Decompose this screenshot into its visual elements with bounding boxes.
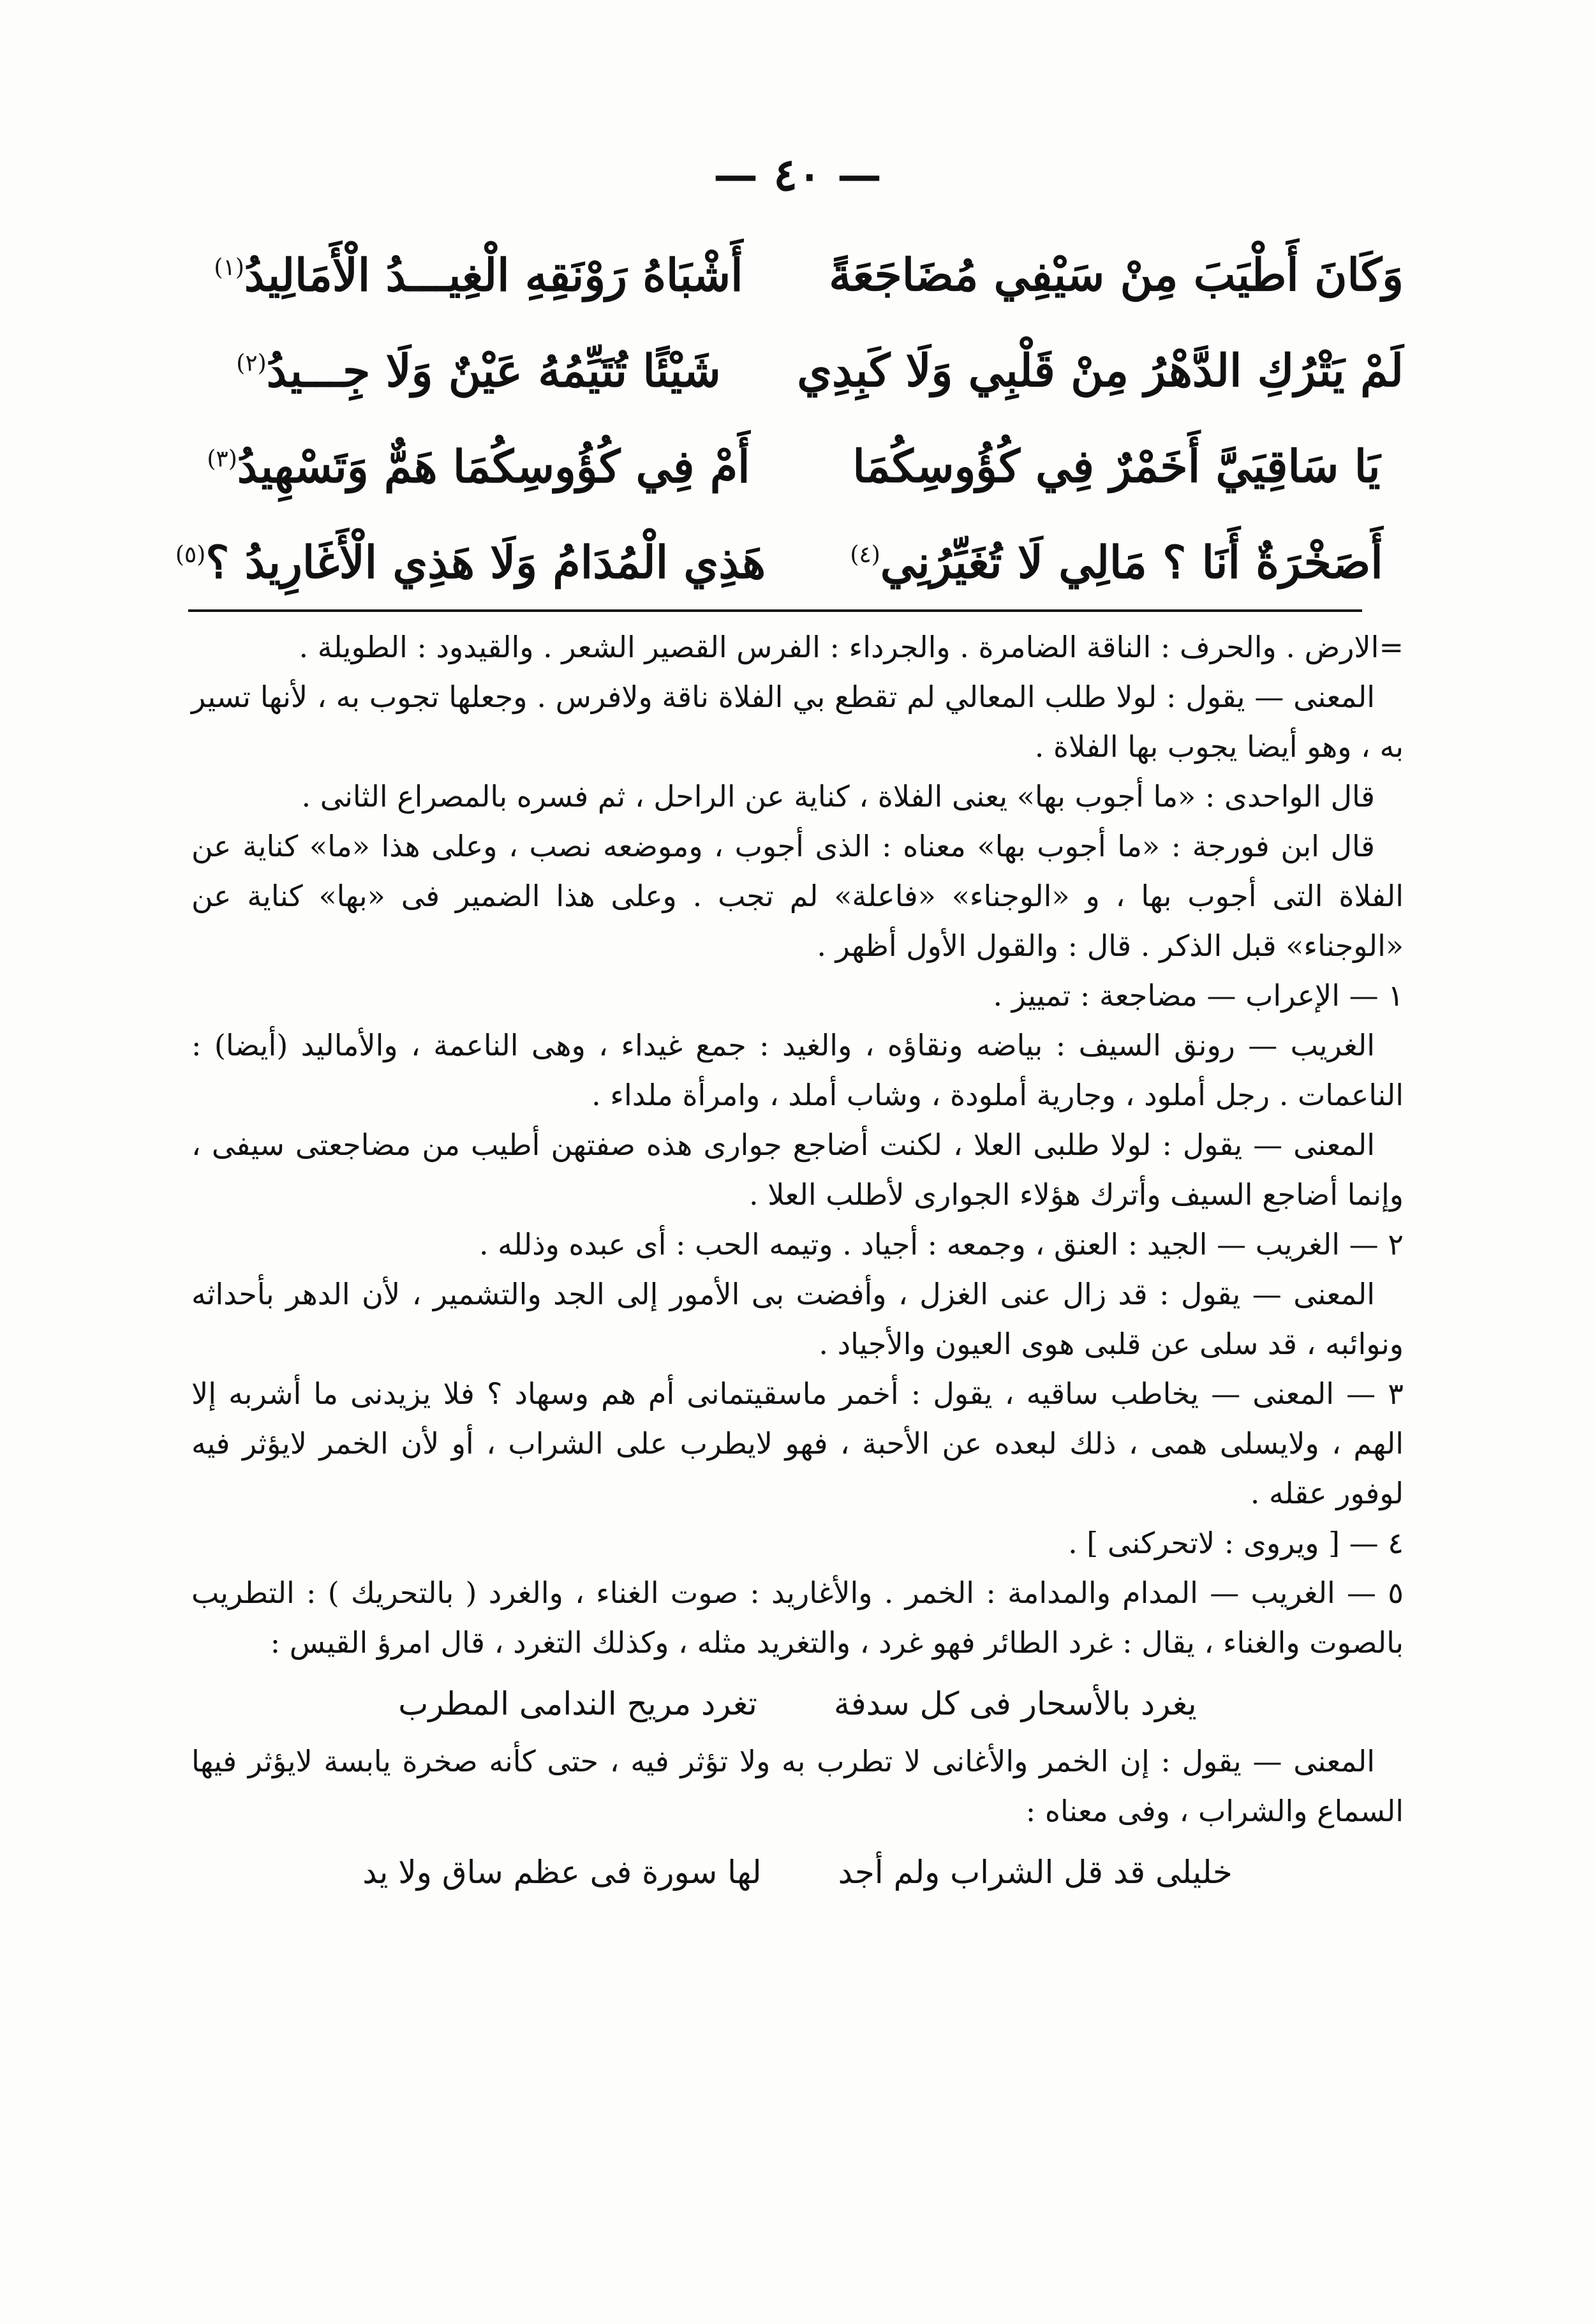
footnote-mark: (٢) — [236, 350, 267, 376]
verse-first-hemistich: لَمْ يَتْرُكِ الدَّهْرُ مِنْ قَلْبِي وَلَا كَبِدِي — [797, 344, 1404, 398]
verse-first-hemistich: وَكَانَ أَطْيَبَ مِنْ سَيْفِي مُضَاجَعَةً — [829, 248, 1404, 302]
note-paragraph: ٤ — [ ويروى : لاتحركنى ] . — [1068, 1526, 1404, 1560]
verse-line — [175, 507, 1404, 603]
verse-second-hemistich: أَمْ فِي كُؤُوسِكُمَا هَمٌّ وَتَسْهِيدُ$^{(٣)}$ — [207, 440, 750, 493]
verse-second-hemistich: أَشْبَاهُ رَوْنَقِهِ الْغِيـــدُ الْأَمَالِيدُ$^{(١)}$ — [214, 248, 743, 302]
cited-verse — [191, 1847, 1404, 1897]
note-paragraph: قال الواحدى : «ما أجوب بها» يعنى الفلاة ، كناية عن الراحل ، ثم فسره بالمصراع الثانى . — [301, 779, 1375, 814]
commentary-notes — [191, 622, 1404, 1905]
verse-second-hemistich: شَيْئًا تُتَيِّمُهُ عَيْنٌ وَلَا جِـــيدُ$^{(٢)}$ — [236, 344, 721, 398]
page-number: — ٤٠ — — [713, 148, 882, 201]
cited-hemistich: تغرد مريح الندامى المطرب — [398, 1685, 757, 1722]
verse-line — [191, 412, 1404, 507]
verse-second-hemistich: هَذِي الْمُدَامُ وَلَا هَذِي الْأَغَارِيدُ ؟$^{(٥)}$ — [175, 535, 766, 589]
cited-hemistich: خليلى قد قل الشراب ولم أجد — [838, 1854, 1233, 1891]
verse-first-hemistich: يَا سَاقِيَيَّ أَخَمْرٌ فِي كُؤُوسِكُمَا — [852, 440, 1381, 493]
note-paragraph: =الارض . والحرف : الناقة الضامرة . والجرداء : الفرس القصير الشعر . والقيدود : الطويلة . — [299, 630, 1404, 664]
note-paragraph: قال ابن فورجة : «ما أجوب بها» معناه : الذى أجوب ، وموضعه نصب ، وعلى هذا «ما» كناية عن الفلاة التى أجوب بها ، و «الوجناء» «فاعلة» لم تجب . وعلى هذا الضمير فى «بها» كناية عن «الوجناء» قبل الذكر . قال : والقول الأول أظهر . — [191, 829, 1404, 963]
note-paragraph: ٢ — الغريب — الجيد : العنق ، وجمعه : أجياد . وتيمه الحب : أى عبده وذلله . — [478, 1227, 1404, 1262]
note-paragraph: المعنى — يقول : قد زال عنى الغزل ، وأفضت بى الأمور إلى الجد والتشمير ، لأن الدهر بأحداثه ونوائبه ، قد سلى عن قلبى هوى العيون والأجياد . — [191, 1277, 1404, 1361]
footnote-mark: (٤) — [850, 542, 880, 568]
footnote-mark: (١) — [214, 255, 244, 281]
verse-first-hemistich: أَصَخْرَةٌ أَنَا ؟ مَالِي لَا تُغَيِّرُنِي$^{(٤)}$ — [850, 535, 1383, 589]
poem-verses — [175, 220, 1404, 603]
cited-hemistich: يغرد بالأسحار فى كل سدفة — [833, 1685, 1197, 1722]
footnote-divider — [188, 609, 1362, 612]
footnote-mark: (٥) — [175, 542, 206, 568]
footnote-mark: (٣) — [207, 446, 237, 472]
note-paragraph: ٥ — الغريب — المدام والمدامة : الخمر . والأغاريد : صوت الغناء ، والغرد ( بالتحريك ) : التطريب بالصوت والغناء ، يقال : غرد الطائر فهو غرد ، والتغريد مثله ، وكذلك التغرد ، قال امرؤ القيس : — [191, 1575, 1404, 1660]
cited-hemistich: لها سورة فى عظم ساق ولا يد — [362, 1854, 762, 1891]
note-paragraph: المعنى — يقول : لولا طلبى العلا ، لكنت أضاجع جوارى هذه صفتهن أطيب من مضاجعتى سيفى ، وإنما أضاجع السيف وأترك هؤلاء الجوارى لأطلب العلا . — [191, 1128, 1404, 1212]
note-paragraph: المعنى — يقول : لولا طلب المعالي لم تقطع بي الفلاة ناقة ولافرس . وجعلها تجوب به ، لأنها تسير به ، وهو أيضا يجوب بها الفلاة . — [191, 680, 1404, 764]
note-paragraph: الغريب — رونق السيف : بياضه ونقاؤه ، والغيد : جمع غيداء ، وهى الناعمة ، والأماليد (أيضا) : الناعمات . رجل أملود ، وجارية أملودة ، وشاب أملد ، وامرأة ملداء . — [191, 1028, 1404, 1112]
cited-verse — [191, 1679, 1404, 1729]
note-paragraph: ٣ — المعنى — يخاطب ساقيه ، يقول : أخمر ماسقيتمانى أم هم وسهاد ؟ فلا يزيدنى ما أشربه إلا الهم ، ولايسلى همى ، ذلك لبعده عن الأحبة ، فهو لايطرب على الشراب ، أو لأن الخمر لايؤثر فيه لوفور عقله . — [191, 1376, 1404, 1510]
verse-line — [191, 220, 1404, 316]
note-paragraph: المعنى — يقول : إن الخمر والأغانى لا تطرب به ولا تؤثر فيه ، حتى كأنه صخرة يابسة لايؤثر فيها السماع والشراب ، وفى معناه : — [191, 1744, 1404, 1828]
verse-line — [191, 316, 1404, 412]
note-paragraph: ١ — الإعراب — مضاجعة : تمييز . — [993, 978, 1404, 1013]
